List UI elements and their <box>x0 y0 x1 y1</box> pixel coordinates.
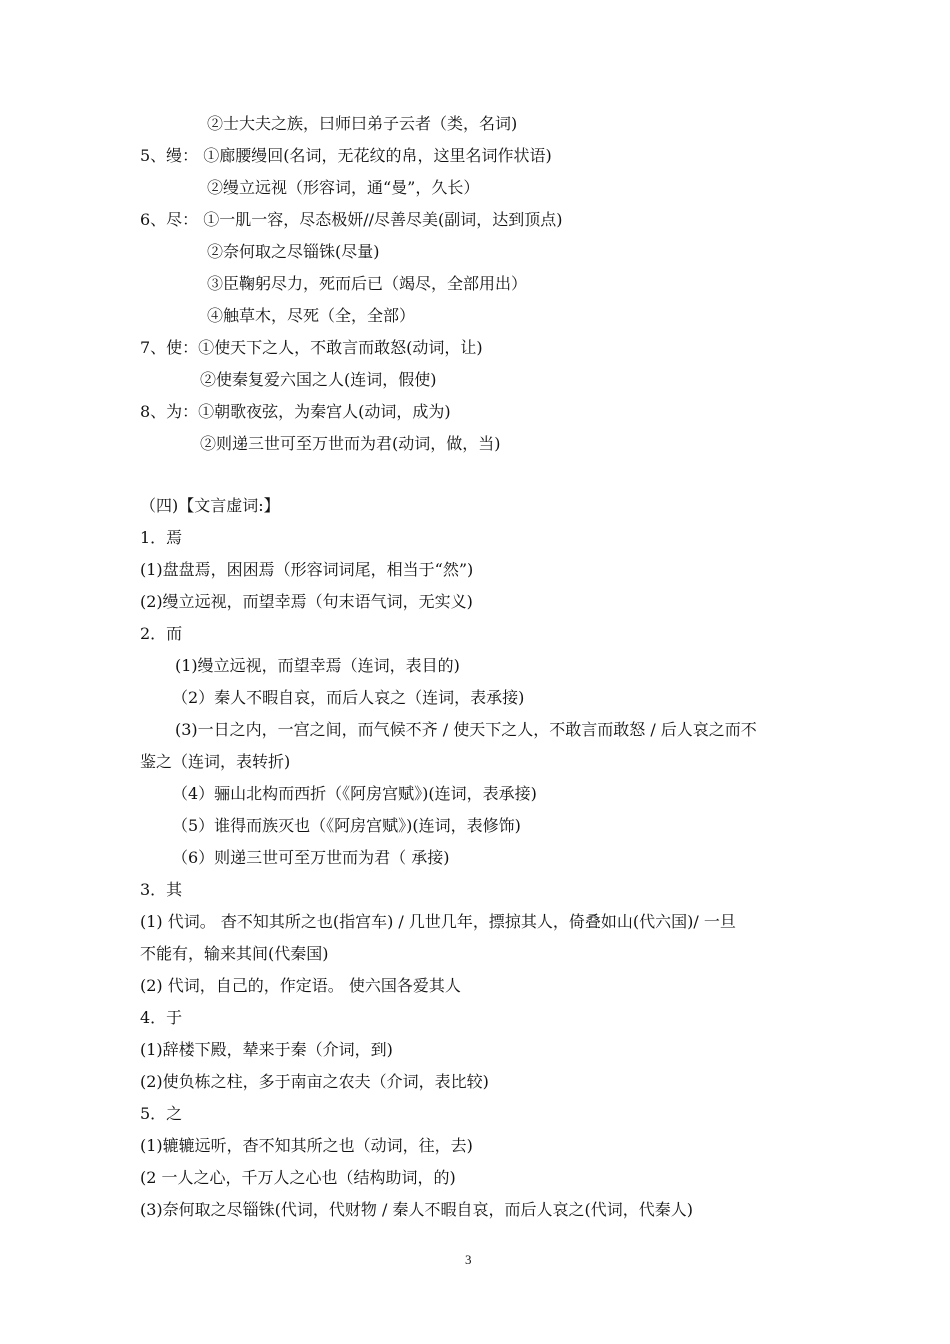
text-line: 2．而 <box>140 624 183 643</box>
page-number: 3 <box>465 1252 472 1267</box>
text-line: ②则递三世可至万世而为君(动词，做，当) <box>200 434 501 453</box>
text-line: ②缦立远视（形容词，通“曼”，久长） <box>207 178 480 197</box>
text-line: 8、为：①朝歌夜弦，为秦宫人(动词，成为) <box>140 402 451 421</box>
section-heading: （四)【文言虚词:】 <box>140 496 280 515</box>
text-line: ④触草木，尽死（全，全部） <box>207 306 416 325</box>
text-line: (1)盘盘焉，困困焉（形容词词尾，相当于“然”) <box>140 560 474 579</box>
text-line: (1) 代词。 杳不知其所之也(指宫车) / 几世几年，摽掠其人，倚叠如山(代六国)/ 一旦 <box>140 912 736 931</box>
text-line: (2) 代词，自己的，作定语。 使六国各爱其人 <box>140 976 461 995</box>
text-line: 7、使：①使天下之人，不敢言而敢怒(动词，让) <box>140 338 483 357</box>
text-line: （5）谁得而族灭也（《阿房宫赋》)(连词，表修饰) <box>172 816 521 835</box>
text-line: 鉴之（连词，表转折) <box>140 752 291 771</box>
text-line: ③臣鞠躬尽力，死而后已（竭尽，全部用出） <box>207 274 528 293</box>
text-line: 5．之 <box>140 1104 183 1123</box>
text-line: （4）骊山北构而西折（《阿房宫赋》)(连词，表承接) <box>172 784 537 803</box>
text-line: (1)辞楼下殿，辇来于秦（介词，到) <box>140 1040 393 1059</box>
text-line: ②奈何取之尽锱铢(尽量) <box>207 242 380 261</box>
text-line: 3．其 <box>140 880 183 899</box>
text-line: (3)奈何取之尽锱铢(代词，代财物 / 秦人不暇自哀，而后人哀之(代词，代秦人) <box>140 1200 693 1219</box>
text-line: ②士大夫之族，曰师曰弟子云者（类，名词) <box>207 114 518 133</box>
text-line: (2 一人之心，千万人之心也（结构助词，的) <box>140 1168 456 1187</box>
text-line: (1)辘辘远听，杳不知其所之也（动词，往，去) <box>140 1136 473 1155</box>
text-line: (2)缦立远视，而望幸焉（句末语气词，无实义) <box>140 592 473 611</box>
text-line: 5、缦： ①廊腰缦回(名词，无花纹的帛，这里名词作状语) <box>140 146 552 165</box>
text-line: 6、尽： ①一肌一容，尽态极妍//尽善尽美(副词，达到顶点) <box>140 210 563 229</box>
text-line: (2)使负栋之柱，多于南亩之农夫（介词，表比较) <box>140 1072 489 1091</box>
text-line: 不能有，输来其间(代秦国) <box>140 944 329 963</box>
text-line: 4．于 <box>140 1008 183 1027</box>
text-line: ②使秦复爱六国之人(连词，假使) <box>200 370 437 389</box>
text-line: (1)缦立远视，而望幸焉（连词，表目的) <box>175 656 460 675</box>
text-line: (3)一日之内，一宫之间，而气候不齐 / 使天下之人，不敢言而敢怒 / 后人哀之而不 <box>175 720 757 739</box>
text-line: （2）秦人不暇自哀，而后人哀之（连词，表承接) <box>172 688 525 707</box>
text-line: 1．焉 <box>140 528 183 547</box>
text-line: （6）则递三世可至万世而为君（ 承接) <box>172 848 450 867</box>
